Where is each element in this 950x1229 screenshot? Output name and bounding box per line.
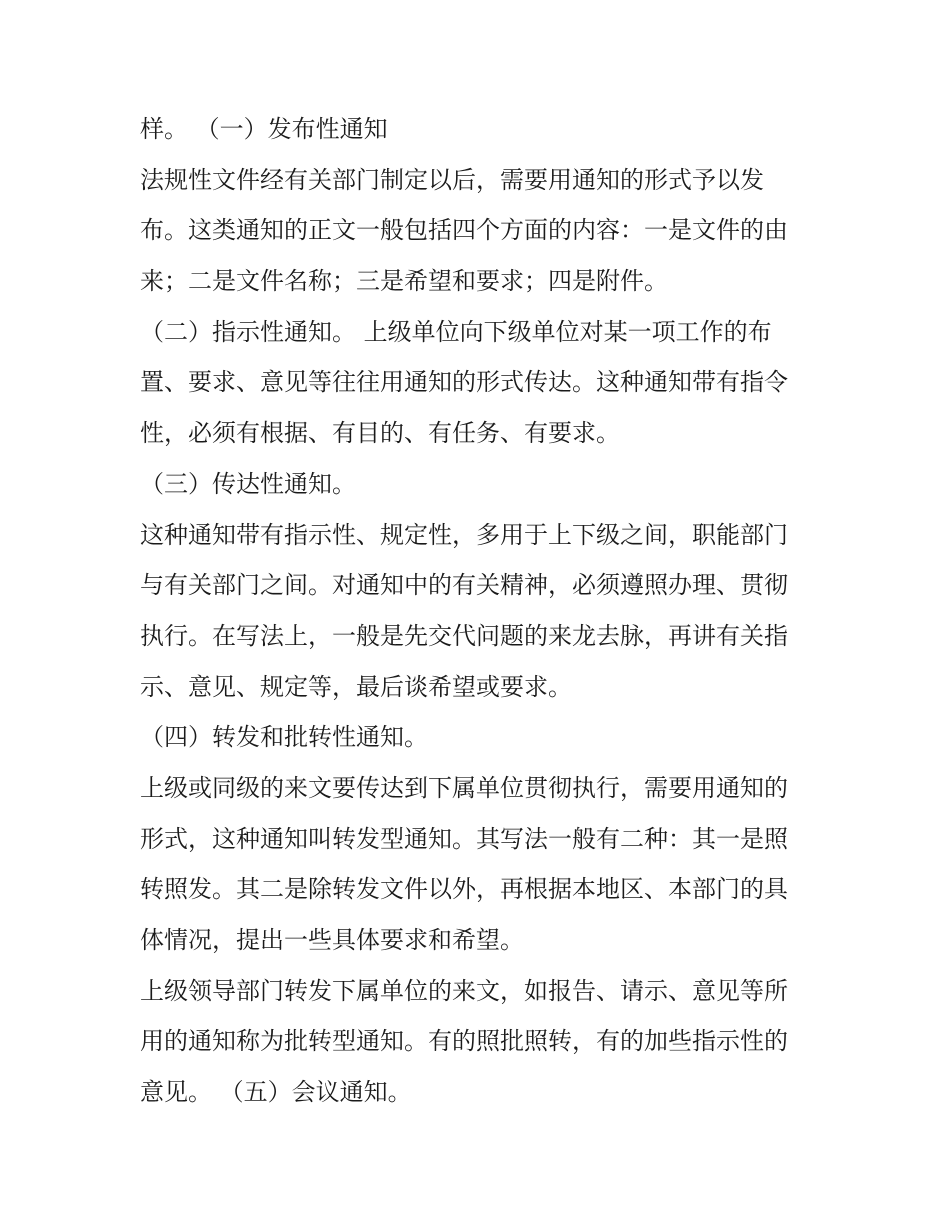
text-line: 上级领导部门转发下属单位的来文，如报告、请示、意见等所	[140, 976, 788, 1005]
text-line: 法规性文件经有关部门制定以后，需要用通知的形式予以发	[140, 165, 764, 194]
text-line: 样。 （一）发布性通知	[140, 115, 388, 143]
text-line: （四）转发和批转性通知。	[140, 723, 428, 752]
text-line: （三）传达性通知。	[140, 469, 356, 498]
text-line: 来；二是文件名称；三是希望和要求；四是附件。	[140, 267, 668, 296]
text-line: 示、意见、规定等，最后谈希望或要求。	[140, 672, 572, 701]
text-line: 上级或同级的来文要传达到下属单位贯彻执行，需要用通知的	[140, 773, 788, 802]
text-line: （二）指示性通知。 上级单位向下级单位对某一项工作的布	[140, 317, 772, 346]
text-line: 形式，这种通知叫转发型通知。其写法一般有二种：其一是照	[140, 824, 788, 853]
text-line: 与有关部门之间。对通知中的有关精神，必须遵照办理、贯彻	[140, 571, 788, 600]
text-line: 体情况，提出一些具体要求和希望。	[140, 926, 524, 954]
text-line: 置、要求、意见等往往用通知的形式传达。这种通知带有指令	[140, 368, 788, 397]
text-line: 转照发。其二是除转发文件以外，再根据本地区、本部门的具	[140, 875, 788, 904]
text-line: 性，必须有根据、有目的、有任务、有要求。	[140, 419, 620, 448]
text-line: 执行。在写法上，一般是先交代问题的来龙去脉，再讲有关指	[140, 621, 788, 650]
text-line: 这种通知带有指示性、规定性，多用于上下级之间，职能部门	[140, 520, 788, 549]
text-line: 用的通知称为批转型通知。有的照批照转，有的加些指示性的	[140, 1027, 788, 1056]
text-line: 意见。 （五）会议通知。	[140, 1078, 412, 1107]
text-line: 布。这类通知的正文一般包括四个方面的内容：一是文件的由	[140, 216, 788, 245]
body-text	[140, 104, 815, 1118]
